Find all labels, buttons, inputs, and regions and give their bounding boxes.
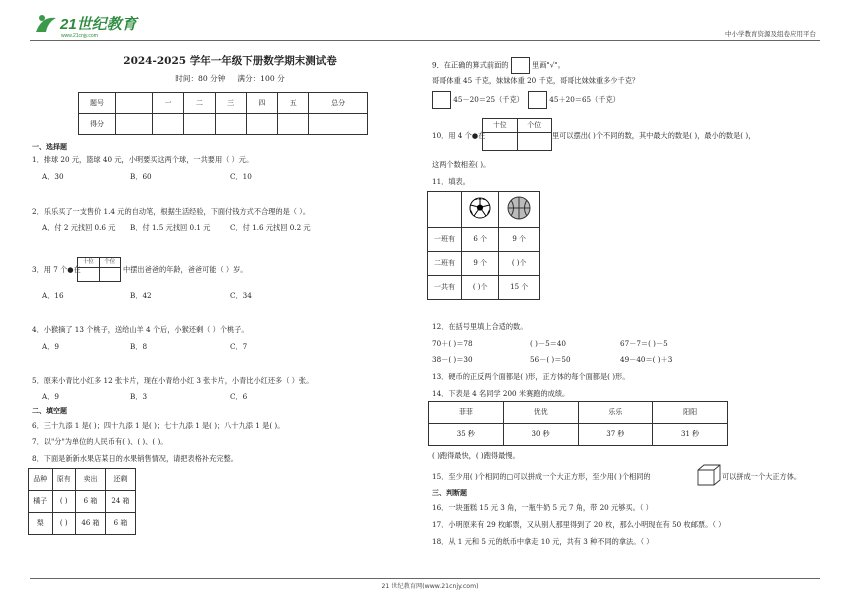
table-cell: 6 箱: [76, 491, 106, 513]
q9-option-1: [432, 91, 524, 109]
score-cell[interactable]: [184, 114, 215, 135]
q9-equation-2: 45＋20＝65（千克）: [549, 95, 620, 104]
question-3-post: 中摆出爸爸的年龄，爸爸可能（ ）岁。: [123, 265, 248, 274]
question-17: 17．小明原来有 29 枚邮票，又从别人那里得到了 20 枚，那么小明现在有 50 枚邮票。（ ）: [432, 520, 726, 529]
question-3-pre: 3．用 7 个●在: [32, 265, 81, 274]
table-cell: 37 秒: [578, 424, 653, 446]
table-cell: 35 秒: [429, 424, 504, 446]
q12-item: 67－7＝( )－5: [620, 339, 668, 348]
table-row: [428, 228, 540, 252]
row-label: 一班有: [428, 228, 462, 252]
table-cell: 梨: [29, 513, 53, 535]
table-header: 阳阳: [653, 402, 728, 424]
question-15-post: 可以拼成一个大正方体。: [722, 472, 802, 481]
table-row: [29, 513, 136, 535]
question-10-pre: 10．用 4 个●在: [432, 131, 486, 140]
score-header: 二: [184, 93, 215, 114]
table-header: 还剩: [105, 469, 135, 491]
question-2: 2．乐乐买了一支售价 1.4 元的自动笔，根据生活经验，下面付钱方式不合理的是（ ）。: [32, 207, 311, 216]
question-1: 1．排球 20 元，篮球 40 元，小明要买这两个球，一共要用（ ）元。: [32, 155, 254, 164]
exam-time: 时间：80 分钟: [175, 74, 226, 83]
header-divider: [30, 40, 820, 41]
q4-option-c: C．7: [230, 342, 248, 351]
score-header: [116, 93, 153, 114]
q14-answer-line: ( )跑得最快，( )跑得最慢。: [432, 451, 520, 460]
answer-cell[interactable]: ( )个: [462, 276, 499, 300]
exam-title: 2024-2025 学年一年级下册数学期末测试卷: [123, 55, 337, 67]
q4-option-b: B．8: [130, 342, 148, 351]
logo-subtext: www.21cnjy.com: [61, 33, 98, 39]
q9-problem: 哥哥体重 45 千克，妹妹体重 20 千克，哥哥比妹妹重多少千克？: [432, 76, 640, 85]
question-4: 4．小猴摘了 13 个桃子，送给山羊 4 个后，小猴还剩（ ）个桃子。: [32, 325, 249, 334]
logo-text: 21世纪教育: [60, 16, 137, 33]
answer-cell[interactable]: ( ): [52, 513, 76, 535]
table-header: 菲菲: [429, 402, 504, 424]
q1-option-c: C．10: [230, 172, 252, 181]
q12-item: 56－( )＝50: [530, 355, 571, 364]
q3-option-a: A．16: [42, 291, 64, 300]
table-header: 乐乐: [578, 402, 653, 424]
table-cell: 橘子: [29, 491, 53, 513]
question-8: 8．下面是新新水果店某日的水果销售情况，请把表格补充完整。: [32, 454, 238, 463]
table-cell: 31 秒: [653, 424, 728, 446]
table-row: [29, 491, 136, 513]
q2-option-c: C．付 1.6 元找回 0.2 元: [230, 223, 311, 232]
q9-pre: 9．在正确的算式前面的: [432, 60, 509, 70]
answer-cell[interactable]: ( ): [52, 491, 76, 513]
table-cell: 24 箱: [105, 491, 135, 513]
score-cell[interactable]: [116, 114, 153, 135]
question-7: 7．以"分"为单位的人民币有( )、( )、( )。: [32, 437, 168, 446]
q2-option-b: B．付 1.5 元找回 0.1 元: [130, 223, 211, 232]
score-header: 四: [246, 93, 277, 114]
ball-count-table: [427, 191, 540, 300]
score-header: 五: [278, 93, 309, 114]
score-label: 得分: [79, 114, 116, 135]
pv-ones: 个位: [99, 258, 121, 268]
table-cell: 9 个: [462, 252, 499, 276]
q5-option-c: C．6: [230, 392, 248, 401]
q2-option-a: A．付 2 元找回 0.6 元: [42, 223, 116, 232]
footer-text: 21 世纪教育网(www.21cnjy.com): [381, 583, 479, 590]
q4-option-a: A．9: [42, 342, 59, 351]
question-14: 14．下表是 4 名同学 200 米赛跑的成绩。: [432, 389, 570, 398]
q9-option-2: [528, 91, 620, 109]
q12-item: ( )－5＝40: [530, 339, 566, 348]
question-15-pre: 15．至少用( )个相同的□可以拼成一个大正方形，至少用( )个相同的: [432, 472, 651, 481]
score-header: 题号: [79, 93, 116, 114]
footer-divider: [30, 578, 820, 579]
question-18: 18．从 1 元和 5 元的纸币中拿走 10 元，共有 3 种不同的拿法。（ ）: [432, 537, 654, 546]
pv-tens: 十位: [483, 119, 518, 133]
score-header: 一: [153, 93, 184, 114]
q12-item: 38－( )＝30: [432, 355, 473, 364]
question-11: 11．填表。: [432, 177, 470, 186]
table-header: 品种: [29, 469, 53, 491]
check-box[interactable]: [432, 91, 451, 109]
question-13: 13．硬币的正反两个面都是( )形，正方体的每个面都是( )形。: [432, 372, 630, 381]
cube-icon: [697, 464, 721, 486]
table-header: 原有: [52, 469, 76, 491]
section-heading: 三、判断题: [432, 488, 467, 497]
soccer-ball-icon: [462, 192, 499, 228]
q3-option-c: C．34: [230, 291, 252, 300]
site-logo: [32, 10, 152, 42]
check-box[interactable]: [528, 91, 547, 109]
table-cell: 6 箱: [105, 513, 135, 535]
race-results-table: [428, 401, 728, 446]
q12-item: 49－40＝( )＋3: [620, 355, 673, 364]
row-label: 二班有: [428, 252, 462, 276]
exam-info: [30, 74, 430, 83]
table-header: 优优: [503, 402, 578, 424]
question-6: 6．三十九添 1 是( )；四十九添 1 是( )；七十九添 1 是( )；八十九添 1 是( )。: [32, 421, 285, 430]
question-5: 5．原来小青比小红多 12 张卡片，现在小青给小红 3 张卡片，小青比小红还多（ ）张。: [32, 376, 314, 385]
q5-option-b: B．3: [130, 392, 148, 401]
pv-ones: 个位: [517, 119, 552, 133]
table-row: [428, 252, 540, 276]
table-header: 卖出: [76, 469, 106, 491]
section-heading: 一、选择题: [32, 142, 67, 151]
score-cell[interactable]: [215, 114, 246, 135]
table-cell: 15 个: [499, 276, 540, 300]
q5-option-a: A．9: [42, 392, 59, 401]
table-row: [428, 276, 540, 300]
q12-item: 70＋( )＝78: [432, 339, 473, 348]
answer-cell[interactable]: ( )个: [499, 252, 540, 276]
basketball-icon: [499, 192, 540, 228]
score-cell[interactable]: [278, 114, 309, 135]
question-9: [432, 57, 565, 74]
check-box[interactable]: [511, 57, 530, 74]
header-platform-name: 中小学教育资源及组卷应用平台: [725, 30, 816, 38]
table-row: [429, 424, 728, 446]
score-table: [78, 92, 368, 135]
place-value-chart: [77, 257, 121, 282]
score-header: 三: [215, 93, 246, 114]
q9-post: 里画"√"。: [532, 60, 565, 70]
score-cell[interactable]: [153, 114, 184, 135]
fruit-sales-table: [28, 468, 136, 535]
score-header: 总分: [309, 93, 368, 114]
table-cell: 6 个: [462, 228, 499, 252]
table-cell: 9 个: [499, 228, 540, 252]
q1-option-b: B．60: [130, 172, 152, 181]
section-heading: 二、填空题: [32, 406, 67, 415]
question-10-line2: 这两个数相差( )。: [432, 160, 491, 169]
row-label: 一共有: [428, 276, 462, 300]
q3-option-b: B．42: [130, 291, 152, 300]
score-cell[interactable]: [309, 114, 368, 135]
question-12: 12．在括号里填上合适的数。: [432, 322, 528, 331]
place-value-chart: [482, 118, 552, 151]
table-cell: 30 秒: [503, 424, 578, 446]
score-cell[interactable]: [246, 114, 277, 135]
exam-total-score: 满分：100 分: [237, 74, 285, 83]
q9-equation-1: 45－20＝25（千克）: [453, 95, 524, 104]
pv-tens: 十位: [78, 258, 100, 268]
question-10-post: 里可以摆出( )个不同的数，其中最大的数是( )，最小的数是( )，: [552, 131, 756, 140]
q1-option-a: A．30: [42, 172, 64, 181]
table-row: [429, 402, 728, 424]
question-16: 16．一块蛋糕 15 元 3 角，一瓶牛奶 5 元 7 角，带 20 元够买。（ ）: [432, 503, 653, 512]
table-cell: 46 箱: [76, 513, 106, 535]
